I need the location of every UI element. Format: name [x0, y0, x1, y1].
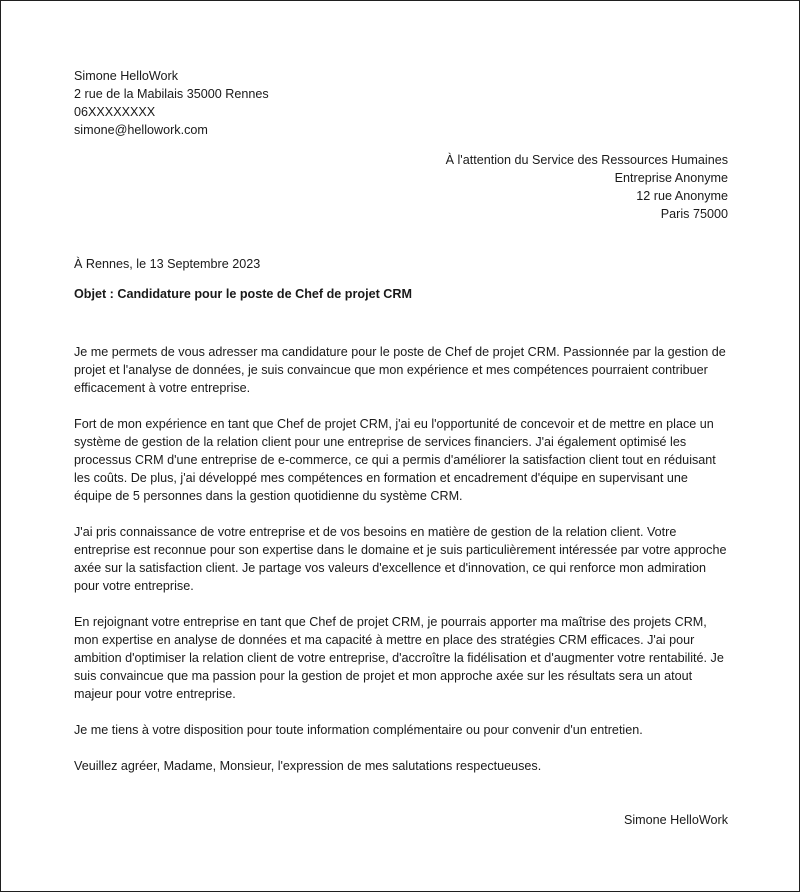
body-paragraph-experience: Fort de mon expérience en tant que Chef de projet CRM, j'ai eu l'opportunité de concevoir et de mettre en place un système de gestion de la relation client pour une entreprise de services financiers. J'ai également optimisé les processus CRM d'une entreprise de e-commerce, ce qui a permis d'améliorer la satisfaction client tout en réduisant les coûts. De plus, j'ai développé mes compétences en formation et encadrement d'équipe en supervisant une équipe de 5 personnes dans la gestion quotidienne du système CRM.	[74, 417, 716, 503]
recipient-city: Paris 75000	[660, 207, 728, 221]
sender-block	[74, 67, 728, 139]
signature: Simone HelloWork	[623, 813, 728, 827]
body-paragraph-closing: Veuillez agréer, Madame, Monsieur, l'expression de mes salutations respectueuses.	[74, 759, 542, 773]
body-paragraph-company: J'ai pris connaissance de votre entreprise et de vos besoins en matière de gestion de la relation client. Votre entreprise est reconnue pour son expertise dans le domaine et je suis particulièrement intéressée par votre approche axée sur la satisfaction client. Je partage vos valeurs d'excellence et d'innovation, ce qui renforce mon admiration pour votre entreprise.	[74, 525, 727, 593]
sender-address: 2 rue de la Mabilais 35000 Rennes	[74, 87, 269, 101]
body-paragraph-intro: Je me permets de vous adresser ma candidature pour le poste de Chef de projet CRM. Passionnée par la gestion de projet et l'analyse de données, je suis convaincue que mon expérience et mes compétences pourraient contribuer efficacement à votre entreprise.	[74, 345, 726, 395]
body-paragraph-availability: Je me tiens à votre disposition pour toute information complémentaire ou pour convenir d'un entretien.	[74, 723, 643, 737]
letter-body	[74, 343, 728, 775]
sender-phone: 06XXXXXXXX	[74, 105, 156, 119]
recipient-attention: À l'attention du Service des Ressources Humaines	[445, 153, 728, 167]
recipient-block	[74, 151, 728, 223]
subject-line: Objet : Candidature pour le poste de Chef de projet CRM	[74, 287, 412, 301]
recipient-street: 12 rue Anonyme	[636, 189, 728, 203]
date-line: À Rennes, le 13 Septembre 2023	[74, 257, 261, 271]
letter-content	[74, 67, 728, 829]
recipient-company: Entreprise Anonyme	[614, 171, 728, 185]
body-paragraph-contribution: En rejoignant votre entreprise en tant que Chef de projet CRM, je pourrais apporter ma maîtrise des projets CRM, mon expertise en analyse de données et ma capacité à mettre en place des stratégies CRM efficaces. J'ai pour ambition d'optimiser la relation client de votre entreprise, d'accroître la fidélisation et d'augmenter votre rentabilité. Je suis convaincue que ma passion pour la gestion de projet et mon approche axée sur les résultats sera un atout majeur pour votre entreprise.	[74, 615, 724, 701]
sender-name: Simone HelloWork	[74, 69, 179, 83]
sender-email: simone@hellowork.com	[74, 123, 208, 137]
